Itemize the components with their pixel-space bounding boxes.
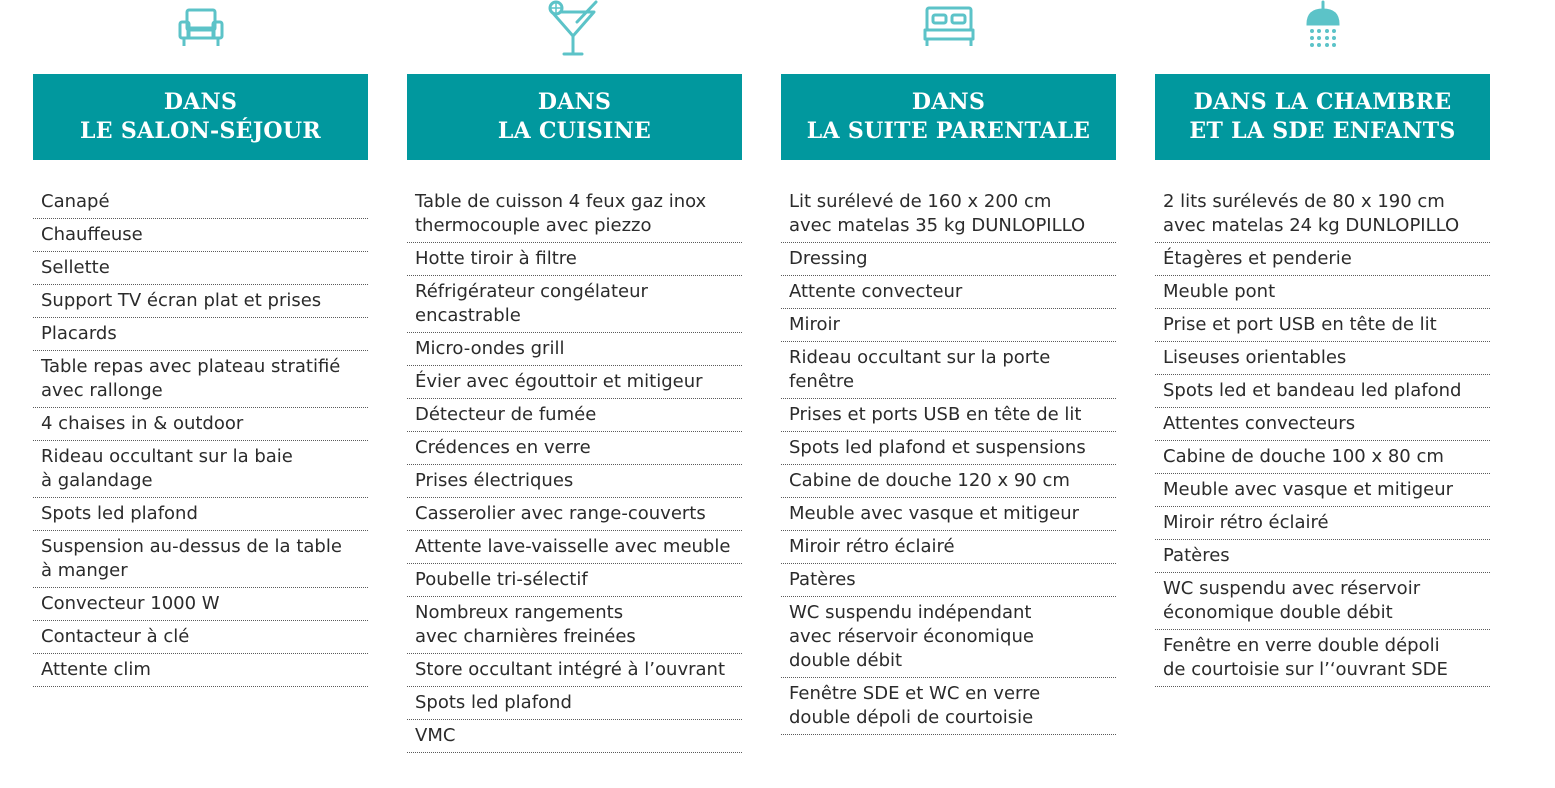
list-item: Patères [1155, 540, 1490, 573]
shower-icon [1303, 0, 1343, 54]
list-item: Store occultant intégré à l’ouvrant [407, 654, 742, 687]
list-item: Canapé [33, 186, 368, 219]
section-header [1155, 74, 1490, 160]
list-item: 4 chaises in & outdoor [33, 408, 368, 441]
list-item: Rideau occultant sur la porte fenêtre [781, 342, 1116, 399]
section-title-line1: DANS [163, 89, 238, 115]
list-item: Spots led plafond [33, 498, 368, 531]
list-item: Étagères et penderie [1155, 243, 1490, 276]
list-item: Support TV écran plat et prises [33, 285, 368, 318]
section-title-line1: DANS [911, 89, 986, 115]
list-item: Table de cuisson 4 feux gaz inox thermocouple avec piezzo [407, 186, 742, 243]
list-item: Liseuses orientables [1155, 342, 1490, 375]
column-chambre-sde-enfants [1155, 0, 1490, 687]
equipment-list [407, 186, 742, 753]
list-item: Attentes convecteurs [1155, 408, 1490, 441]
list-item: Lit surélevé de 160 x 200 cm avec matelas 35 kg DUNLOPILLO [781, 186, 1116, 243]
list-item: Fenêtre en verre double dépoli de courtoisie sur l’‘ouvrant SDE [1155, 630, 1490, 687]
list-item: Prises et ports USB en tête de lit [781, 399, 1116, 432]
list-item: Prises électriques [407, 465, 742, 498]
list-item: Prise et port USB en tête de lit [1155, 309, 1490, 342]
section-title-line1: DANS [537, 89, 612, 115]
list-item: Hotte tiroir à filtre [407, 243, 742, 276]
list-item: Casserolier avec range-couverts [407, 498, 742, 531]
list-item: Nombreux rangements avec charnières freinées [407, 597, 742, 654]
column-salon-sejour [33, 0, 368, 687]
list-item: Réfrigérateur congélateur encastrable [407, 276, 742, 333]
column-cuisine [407, 0, 742, 753]
list-item: Attente lave-vaisselle avec meuble [407, 531, 742, 564]
list-item: Meuble avec vasque et mitigeur [1155, 474, 1490, 507]
list-item: Cabine de douche 100 x 80 cm [1155, 441, 1490, 474]
list-item: Miroir rétro éclairé [781, 531, 1116, 564]
list-item: Spots led plafond [407, 687, 742, 720]
list-item: Meuble pont [1155, 276, 1490, 309]
list-item: WC suspendu avec réservoir économique double débit [1155, 573, 1490, 630]
list-item: Contacteur à clé [33, 621, 368, 654]
list-item: Chauffeuse [33, 219, 368, 252]
bed-icon [923, 0, 975, 48]
list-item: VMC [407, 720, 742, 753]
list-item: WC suspendu indépendant avec réservoir économique double débit [781, 597, 1116, 678]
section-header [407, 74, 742, 160]
cocktail-icon [547, 0, 603, 58]
section-title-line2: LA CUISINE [497, 118, 652, 144]
list-item: Fenêtre SDE et WC en verre double dépoli de courtoisie [781, 678, 1116, 735]
equipment-list [33, 186, 368, 687]
list-item: Attente clim [33, 654, 368, 687]
list-item: Spots led et bandeau led plafond [1155, 375, 1490, 408]
list-item: Sellette [33, 252, 368, 285]
list-item: Micro-ondes grill [407, 333, 742, 366]
list-item: Cabine de douche 120 x 90 cm [781, 465, 1116, 498]
section-title-line2: LA SUITE PARENTALE [806, 118, 1091, 144]
section-header [33, 74, 368, 160]
list-item: Rideau occultant sur la baie à galandage [33, 441, 368, 498]
armchair-icon [176, 0, 226, 48]
list-item: 2 lits surélevés de 80 x 190 cm avec matelas 24 kg DUNLOPILLO [1155, 186, 1490, 243]
column-suite-parentale [781, 0, 1116, 735]
equipment-list [1155, 186, 1490, 687]
list-item: Poubelle tri-sélectif [407, 564, 742, 597]
list-item: Miroir rétro éclairé [1155, 507, 1490, 540]
section-title-line2: ET LA SDE ENFANTS [1189, 118, 1456, 144]
list-item: Crédences en verre [407, 432, 742, 465]
list-item: Convecteur 1000 W [33, 588, 368, 621]
section-title-line2: LE SALON-SÉJOUR [80, 118, 321, 144]
list-item: Dressing [781, 243, 1116, 276]
list-item: Suspension au-dessus de la table à manger [33, 531, 368, 588]
section-title-line1: DANS LA CHAMBRE [1193, 89, 1452, 115]
list-item: Évier avec égouttoir et mitigeur [407, 366, 742, 399]
list-item: Placards [33, 318, 368, 351]
list-item: Spots led plafond et suspensions [781, 432, 1116, 465]
list-item: Miroir [781, 309, 1116, 342]
list-item: Attente convecteur [781, 276, 1116, 309]
list-item: Détecteur de fumée [407, 399, 742, 432]
section-header [781, 74, 1116, 160]
list-item: Patères [781, 564, 1116, 597]
equipment-list [781, 186, 1116, 735]
list-item: Meuble avec vasque et mitigeur [781, 498, 1116, 531]
list-item: Table repas avec plateau stratifié avec rallonge [33, 351, 368, 408]
